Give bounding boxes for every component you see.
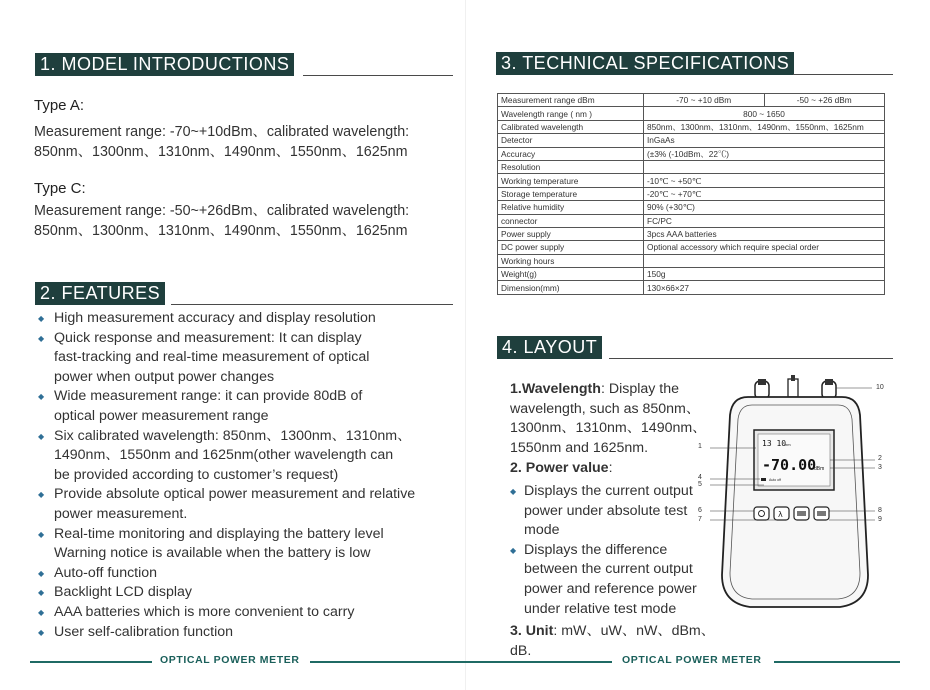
type-c-line-2: 850nm、1300nm、1310nm、1490nm、1550nm、1625nm — [34, 223, 408, 239]
section-technical-specifications: 3. TECHNICAL SPECIFICATIONS — [496, 52, 794, 75]
table-row — [498, 241, 885, 254]
section-rule — [303, 75, 453, 76]
wavelength-desc-2: wavelength, such as 850nm、 — [510, 400, 701, 417]
lcd-auto-off: Auto off — [769, 478, 782, 482]
feature-line: be provided according to customer’s request) — [54, 466, 339, 483]
list-item — [38, 309, 438, 329]
spec-label: Power supply — [498, 227, 644, 240]
relative-line-4: under relative test mode — [524, 600, 677, 617]
feature-line: ◆ Auto-off function — [54, 564, 158, 581]
type-c-line-1: Measurement range: -50~+26dBm、calibrated wavelength: — [34, 203, 410, 219]
type-a-description — [34, 122, 409, 162]
relative-line-3: power and reference power — [524, 580, 697, 597]
absolute-line-1: ◆ Displays the current output — [524, 482, 693, 499]
callout-1: 1 — [698, 443, 702, 450]
spec-value: 850nm、1300nm、1310nm、1490nm、1550nm、1625nm — [644, 120, 885, 133]
list-item — [38, 427, 438, 486]
list-item — [38, 485, 438, 524]
table-row — [498, 268, 885, 281]
power-value-colon: : — [608, 460, 613, 477]
unit-value: : mW、uW、nW、dBm、dB. — [510, 623, 715, 659]
svg-text:λ: λ — [778, 510, 783, 519]
list-item — [38, 564, 438, 584]
spec-value: (±3% (-10dBm、22℃) — [644, 147, 885, 160]
section-rule — [609, 358, 893, 359]
lcd-power-unit: dBm — [814, 466, 825, 472]
spec-value: 150g — [644, 268, 885, 281]
page-fold — [465, 0, 466, 690]
type-a-line-2: 850nm、1300nm、1310nm、1490nm、1550nm、1625nm — [34, 144, 408, 160]
footer-left: OPTICAL POWER METER — [160, 654, 300, 666]
spec-value — [644, 254, 885, 267]
section-features: 2. FEATURES — [35, 282, 165, 305]
wavelength-label: 1.Wavelength — [510, 381, 601, 397]
footer-rule — [30, 661, 152, 663]
feature-line: ◆ Six calibrated wavelength: 850nm、1300nm、1310nm、 — [54, 427, 412, 444]
spec-label: DC power supply — [498, 241, 644, 254]
feature-line: ◆ AAA batteries which is more convenient to carry — [54, 603, 355, 620]
table-row — [498, 254, 885, 267]
feature-line: ◆ Quick response and measurement: It can display — [54, 329, 362, 346]
feature-line: power when output power changes — [54, 368, 275, 385]
spec-label: Storage temperature — [498, 187, 644, 200]
table-row — [498, 147, 885, 160]
spec-label: Accuracy — [498, 147, 644, 160]
section-layout: 4. LAYOUT — [497, 336, 602, 359]
feature-line: ◆ Wide measurement range: it can provide 80dB of — [54, 388, 363, 405]
relative-line-1: ◆ Displays the difference — [524, 541, 668, 558]
type-a-line-1: Measurement range: -70~+10dBm、calibrated wavelength: — [34, 124, 410, 140]
callout-6: 6 — [698, 507, 702, 514]
spec-value-type-c: -50 ~ +26 dBm — [764, 94, 885, 107]
callout-5: 5 — [698, 481, 702, 488]
feature-line: ◆ User self-calibration function — [54, 623, 233, 640]
spec-label: Calibrated wavelength — [498, 120, 644, 133]
spec-label: Relative humidity — [498, 201, 644, 214]
spec-label: Wavelength range ( nm ) — [498, 107, 644, 120]
spec-label: Detector — [498, 134, 644, 147]
feature-line: ◆ Real-time monitoring and displaying the battery level — [54, 525, 384, 542]
lcd-wavelength: 13 10 — [762, 439, 787, 448]
spec-value: -10℃ ~ +50℃ — [644, 174, 885, 187]
absolute-line-2: power under absolute test — [524, 502, 688, 519]
power-value-label: 2. Power value — [510, 460, 609, 477]
spec-value — [644, 160, 885, 173]
spec-value: 130×66×27 — [644, 281, 885, 294]
features-list — [38, 309, 438, 642]
callout-10: 10 — [876, 384, 884, 391]
callout-3: 3 — [878, 464, 882, 471]
list-item — [38, 603, 438, 623]
footer-right: OPTICAL POWER METER — [622, 654, 762, 666]
list-item — [38, 387, 438, 426]
power-button — [754, 507, 769, 520]
callout-2: 2 — [878, 455, 882, 462]
spec-value: InGaAs — [644, 134, 885, 147]
footer-rule — [310, 661, 612, 663]
section-model-introductions: 1. MODEL INTRODUCTIONS — [35, 53, 294, 76]
table-row — [498, 94, 885, 107]
feature-line: optical power measurement range — [54, 407, 269, 424]
relative-line-2: between the current output — [524, 561, 693, 578]
table-row — [498, 160, 885, 173]
type-c-description — [34, 201, 409, 241]
spec-value: Optional accessory which require special order — [644, 241, 885, 254]
list-item — [38, 329, 438, 388]
wavelength-desc-3: 1300nm、1310nm、1490nm、 — [510, 420, 707, 437]
absolute-line-3: mode — [524, 522, 560, 539]
table-row — [498, 187, 885, 200]
callout-7: 7 — [698, 516, 702, 523]
spec-label: Weight(g) — [498, 268, 644, 281]
spec-value: -20℃ ~ +70℃ — [644, 187, 885, 200]
spec-value: FC/PC — [644, 214, 885, 227]
callout-8: 8 — [878, 507, 882, 514]
feature-line: ◆ Provide absolute optical power measurement and relative — [54, 486, 416, 503]
table-row — [498, 134, 885, 147]
spec-label: Resolution — [498, 160, 644, 173]
spec-table — [497, 93, 885, 295]
feature-line: fast-tracking and real-time measurement of optical — [54, 349, 370, 366]
wavelength-desc-1: : Display the — [600, 381, 680, 397]
feature-line: power measurement. — [54, 505, 188, 522]
feature-line: ◆ High measurement accuracy and display resolution — [54, 310, 376, 326]
spec-label: Dimension(mm) — [498, 281, 644, 294]
spec-label: connector — [498, 214, 644, 227]
list-item — [38, 525, 438, 564]
table-row — [498, 227, 885, 240]
spec-label: Working temperature — [498, 174, 644, 187]
meter-body — [722, 397, 868, 607]
lcd-power-value: -70.00 — [762, 456, 817, 474]
power-meter-illustration — [690, 375, 890, 615]
feature-line: Warning notice is available when the battery is low — [54, 545, 371, 562]
type-c-title: Type C: — [34, 180, 86, 197]
unit-label: 3. Unit — [510, 623, 554, 640]
feature-line: ◆ Backlight LCD display — [54, 584, 192, 601]
callout-4: 4 — [698, 474, 702, 481]
table-row — [498, 174, 885, 187]
list-item — [38, 583, 438, 603]
table-row — [498, 214, 885, 227]
spec-label: Working hours — [498, 254, 644, 267]
wavelength-desc-4: 1550nm and 1625nm. — [510, 439, 649, 456]
feature-line: 1490nm、1550nm and 1625nm(other wavelength can — [54, 447, 394, 464]
table-row — [498, 201, 885, 214]
list-item — [38, 623, 438, 643]
fiber-port — [788, 379, 798, 397]
type-a-title: Type A: — [34, 97, 85, 114]
table-row — [498, 107, 885, 120]
spec-value: 90% (+30℃) — [644, 201, 885, 214]
spec-value: 3pcs AAA batteries — [644, 227, 885, 240]
battery-icon — [761, 478, 766, 481]
table-row — [498, 281, 885, 294]
section-rule — [171, 304, 453, 305]
spec-label: Measurement range dBm — [498, 94, 644, 107]
spec-value-type-a: -70 ~ +10 dBm — [644, 94, 765, 107]
lcd-wavelength-unit: nm — [785, 442, 791, 447]
section-rule — [793, 74, 893, 75]
callout-9: 9 — [878, 516, 882, 523]
spec-value: 800 ~ 1650 — [644, 107, 885, 120]
table-row — [498, 120, 885, 133]
footer-rule — [774, 661, 900, 663]
